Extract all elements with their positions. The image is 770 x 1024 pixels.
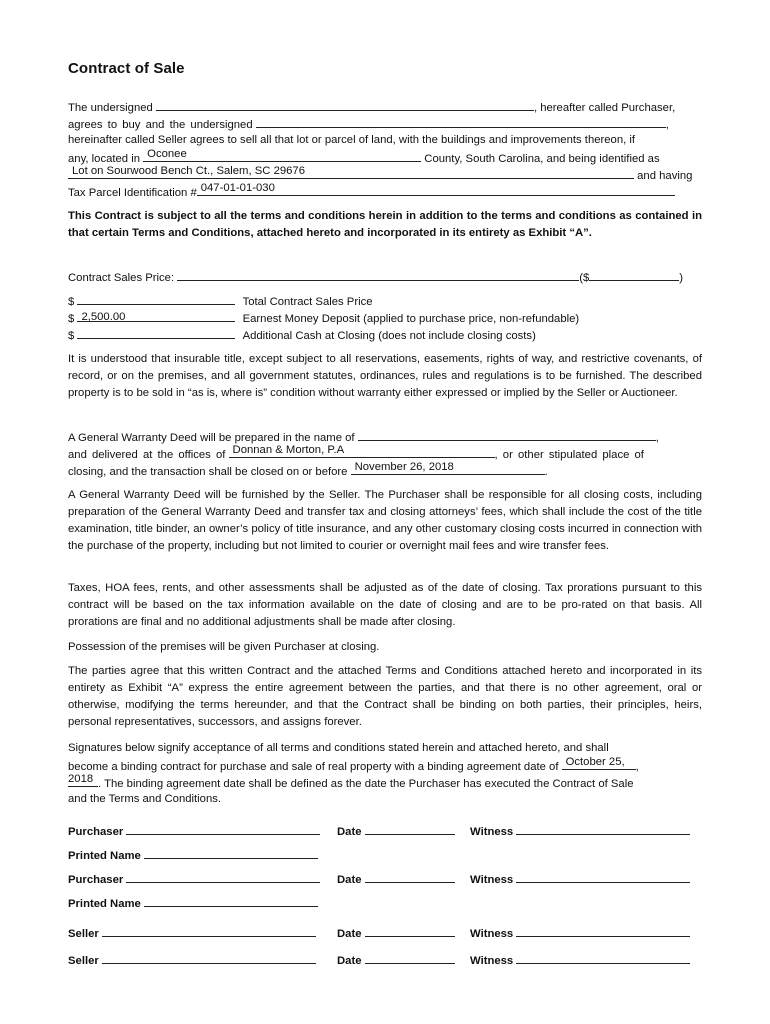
deed-text: and delivered at the offices of	[68, 449, 226, 461]
purchaser-2-date	[337, 870, 455, 886]
purchaser-1-date	[337, 822, 455, 838]
document-title: Contract of Sale	[68, 60, 185, 77]
seller-2-witness-field[interactable]	[516, 951, 690, 964]
date-label: Date	[337, 955, 362, 967]
deed-text: closing, and the transaction shall be closed on or before	[68, 466, 348, 478]
price-close: )	[679, 272, 684, 284]
date-label: Date	[337, 826, 362, 838]
printed-name-1-field[interactable]	[144, 846, 318, 859]
intro-text: County, South Carolina, and being identified as	[424, 153, 660, 165]
price-open: ($	[579, 272, 590, 284]
amount-value: 2,500.00	[81, 311, 126, 323]
price-label: Contract Sales Price:	[68, 272, 175, 284]
deed-line-3	[68, 462, 702, 481]
date-label: Date	[337, 928, 362, 940]
dollar-sign: $	[68, 330, 75, 342]
county-field[interactable]	[143, 149, 421, 162]
intro-text: Tax Parcel Identification #	[68, 187, 197, 199]
deed-text: , or other stipulated place of	[494, 449, 644, 461]
purchaser-1-signature-field[interactable]	[126, 822, 320, 835]
agreement-year-field[interactable]	[68, 774, 98, 787]
printed-name-2-row	[68, 894, 318, 910]
office-value: Donnan & Morton, P.A	[232, 444, 345, 456]
agreement-paragraph: The parties agree that this written Contract and the attached Terms and Conditions attached hereto and incorporated in its entirety as Exhibit “A” express the entire agreement between the parties, and that there is no other agreement, oral or otherwise, modifying the terms hereunder, and that the Contract shall be binding on both parties, their principles, heirs, personal representatives, successors, and assigns forever.	[68, 665, 702, 728]
seller-1-row	[68, 924, 316, 940]
purchaser-1-witness	[470, 822, 690, 838]
property-address-field[interactable]	[68, 166, 634, 179]
purchaser-label: Purchaser	[68, 874, 124, 886]
seller-1-signature-field[interactable]	[102, 924, 316, 937]
amount-row-deposit	[68, 309, 579, 325]
possession-paragraph: Possession of the premises will be given Purchaser at closing.	[68, 641, 380, 653]
sig-para-text: ,	[635, 761, 639, 773]
agreement-year-value: 2018	[68, 773, 94, 785]
deed-text: A General Warranty Deed will be prepared in the name of	[68, 432, 355, 444]
closing-costs-paragraph: A General Warranty Deed will be furnished by the Seller. The Purchaser shall be responsible for all closing costs, including preparation of the General Warranty Deed and transfer tax and closing attorneys’ fees, which shall include the cost of the title examination, title binder, an owner’s policy of title insurance, and any other customary closing costs incurred in connection with the purchase of the property, including but not limited to courier or overnight mail fees and wire transfer fees.	[68, 489, 702, 552]
county-value: Oconee	[147, 148, 187, 160]
seller-name-field[interactable]	[256, 115, 666, 128]
intro-text: ,	[665, 119, 669, 131]
seller-1-witness	[470, 924, 690, 940]
amount-label: Earnest Money Deposit (applied to purchase price, non-refundable)	[242, 313, 580, 325]
sig-para-text: become a binding contract for purchase and sale of real property with a binding agreement date of	[68, 761, 559, 773]
seller-2-signature-field[interactable]	[102, 951, 316, 964]
closing-date-field[interactable]	[351, 462, 545, 475]
printed-name-label: Printed Name	[68, 898, 141, 910]
price-amount-field[interactable]	[589, 268, 679, 281]
witness-label: Witness	[470, 955, 514, 967]
intro-text: agrees to buy and the undersigned	[68, 119, 253, 131]
intro-text: any, located in	[68, 153, 141, 165]
parcel-value: 047-01-01-030	[200, 182, 275, 194]
purchaser-2-row	[68, 870, 320, 886]
amount-label: Total Contract Sales Price	[242, 296, 373, 308]
deed-text: .	[544, 466, 548, 478]
seller-1-date	[337, 924, 455, 940]
address-value: Lot on Sourwood Bench Ct., Salem, SC 29676	[72, 165, 305, 177]
purchaser-2-date-field[interactable]	[365, 870, 455, 883]
purchaser-1-row	[68, 822, 320, 838]
printed-name-1-row	[68, 846, 318, 862]
taxes-paragraph: Taxes, HOA fees, rents, and other assessments shall be adjusted as of the date of closing. Tax prorations pursuant to this contract will be based on the tax information available on the date of closing and are to be pro-rated on that basis. All prorations are final and no additional adjustments shall be made after closing.	[68, 582, 702, 628]
tax-parcel-field[interactable]	[197, 183, 675, 196]
price-words-field[interactable]	[177, 268, 579, 281]
witness-label: Witness	[470, 874, 514, 886]
sig-para-line-4: and the Terms and Conditions.	[68, 793, 222, 805]
contract-price-line	[68, 268, 702, 287]
intro-text: The undersigned	[68, 102, 153, 114]
sig-para-text: . The binding agreement date shall be defined as the date the Purchaser has executed the Contract of Sale	[98, 778, 634, 790]
seller-1-witness-field[interactable]	[516, 924, 690, 937]
intro-text: and having	[637, 170, 693, 182]
seller-label: Seller	[68, 955, 99, 967]
intro-line-6	[68, 183, 702, 202]
closing-date-value: November 26, 2018	[354, 461, 454, 473]
title-paragraph: It is understood that insurable title, except subject to all reservations, easements, rights of way, and restrictive covenants, of record, or on the premises, and all government statutes, ordinances, rules and regulations is to be furnished. The described property is to be sold in “as is, where is” condition without warranty either expressed or implied by the Seller or Auctioneer.	[68, 353, 702, 399]
witness-label: Witness	[470, 826, 514, 838]
purchaser-2-signature-field[interactable]	[126, 870, 320, 883]
additional-cash-field[interactable]	[77, 326, 235, 339]
amount-label: Additional Cash at Closing (does not include closing costs)	[242, 330, 536, 342]
purchaser-1-witness-field[interactable]	[516, 822, 690, 835]
date-label: Date	[337, 874, 362, 886]
deed-name-field[interactable]	[358, 428, 656, 441]
purchaser-1-date-field[interactable]	[365, 822, 455, 835]
intro-text: , hereafter called Purchaser,	[533, 102, 676, 114]
intro-line-3: hereinafter called Seller agrees to sell all that lot or parcel of land, with the buildings and improvements thereon, if	[68, 134, 636, 146]
printed-name-2-field[interactable]	[144, 894, 318, 907]
agreement-date-field[interactable]	[562, 757, 636, 770]
purchaser-label: Purchaser	[68, 826, 124, 838]
purchaser-2-witness	[470, 870, 690, 886]
printed-name-label: Printed Name	[68, 850, 141, 862]
earnest-deposit-field[interactable]	[77, 309, 235, 322]
deed-text: ,	[655, 432, 659, 444]
terms-notice: This Contract is subject to all the terms and conditions herein in addition to the terms and conditions as contained in that certain Terms and Conditions, attached hereto and incorporated in its entirety as Exhibit “A”.	[68, 210, 702, 239]
amount-row-total	[68, 292, 373, 308]
purchaser-2-witness-field[interactable]	[516, 870, 690, 883]
seller-label: Seller	[68, 928, 99, 940]
amount-row-cash	[68, 326, 536, 342]
seller-2-date-field[interactable]	[365, 951, 455, 964]
seller-2-witness	[470, 951, 690, 967]
seller-2-row	[68, 951, 316, 967]
dollar-sign: $	[68, 313, 75, 325]
dollar-sign: $	[68, 296, 75, 308]
closing-office-field[interactable]	[229, 445, 495, 458]
seller-1-date-field[interactable]	[365, 924, 455, 937]
seller-2-date	[337, 951, 455, 967]
agreement-date-value: October 25,	[565, 756, 625, 768]
total-price-field[interactable]	[77, 292, 235, 305]
purchaser-name-field[interactable]	[156, 98, 534, 111]
witness-label: Witness	[470, 928, 514, 940]
sig-para-line-1: Signatures below signify acceptance of all terms and conditions stated herein and attached hereto, and shall	[68, 742, 609, 754]
